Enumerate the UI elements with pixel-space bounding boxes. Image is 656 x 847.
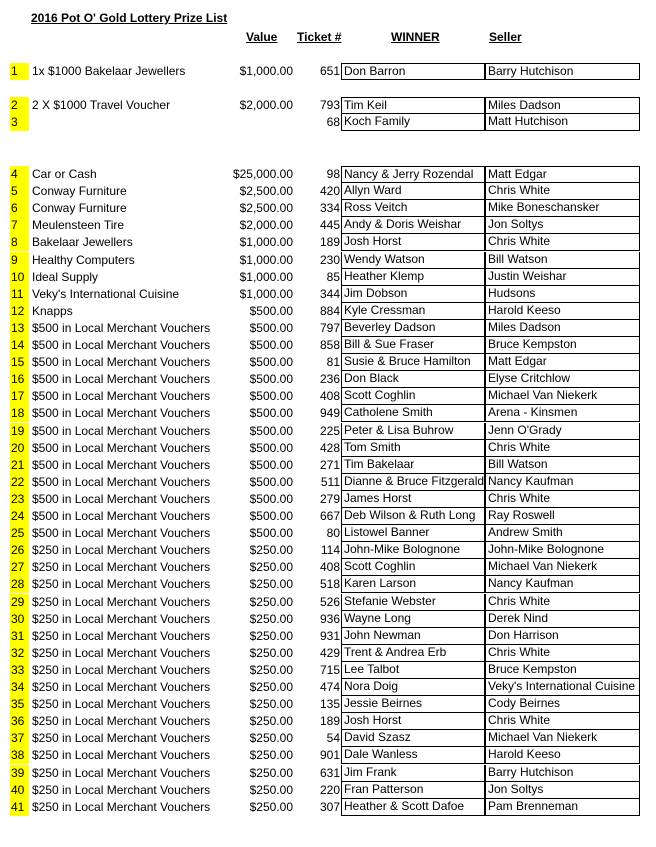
prize-number: 35 [10, 696, 29, 713]
winner-name: Stefanie Webster [341, 594, 485, 611]
winner-name: Josh Horst [341, 234, 485, 251]
ticket-number: 526 [319, 594, 340, 609]
seller-name: Jenn O'Grady [485, 423, 640, 440]
prize-number: 41 [10, 799, 29, 816]
table-row [0, 782, 656, 799]
seller-name: Don Harrison [485, 628, 640, 645]
seller-name: Barry Hutchison [485, 63, 640, 80]
seller-name: Barry Hutchison [485, 765, 640, 782]
winner-name: John Newman [341, 628, 485, 645]
seller-name: Jon Soltys [485, 782, 640, 799]
prize-name: $500 in Local Merchant Vouchers [32, 320, 211, 335]
prize-name: $500 in Local Merchant Vouchers [32, 440, 211, 455]
prize-number: 31 [10, 628, 29, 645]
ticket-number: 189 [319, 235, 340, 250]
table-row [0, 645, 656, 662]
seller-name: Elyse Critchlow [485, 371, 640, 388]
prize-number: 4 [10, 166, 29, 183]
seller-name: Chris White [485, 234, 640, 251]
prize-number: 25 [10, 525, 29, 542]
prize-name: $250 in Local Merchant Vouchers [32, 782, 211, 797]
table-row [0, 576, 656, 593]
prize-value: $500.00 [249, 423, 293, 438]
ticket-number: 189 [319, 714, 340, 729]
ticket-number: 631 [319, 765, 340, 780]
seller-name: Chris White [485, 645, 640, 662]
prize-value: $1,000.00 [239, 235, 293, 250]
ticket-number: 518 [319, 577, 340, 592]
ticket-number: 667 [319, 509, 340, 523]
prize-value: $1,000.00 [239, 252, 293, 267]
seller-name: Ray Roswell [485, 508, 640, 525]
seller-name: Michael Van Niekerk [485, 388, 640, 405]
seller-name: Jon Soltys [485, 217, 640, 234]
prize-value: $500.00 [249, 372, 293, 387]
prize-number: 39 [10, 765, 29, 782]
table-row [0, 696, 656, 713]
seller-name: Arena - Kinsmen [485, 405, 640, 422]
prize-value: $250.00 [249, 645, 293, 660]
prize-number: 23 [10, 491, 29, 508]
table-row [0, 234, 656, 251]
prize-number: 9 [10, 252, 29, 269]
prize-number: 10 [10, 269, 29, 286]
prize-name: $500 in Local Merchant Vouchers [32, 526, 211, 541]
seller-name: Bruce Kempston [485, 337, 640, 354]
prize-name: Meulensteen Tire [32, 218, 125, 233]
prize-number: 18 [10, 405, 29, 422]
prize-number: 14 [10, 337, 29, 354]
prize-name: Bakelaar Jewellers [32, 235, 133, 250]
prize-number: 33 [10, 662, 29, 679]
prize-value: $250.00 [249, 714, 293, 729]
winner-header: WINNER [391, 30, 440, 44]
prize-number: 17 [10, 388, 29, 405]
ticket-number: 651 [319, 64, 340, 78]
prize-name: $250 in Local Merchant Vouchers [32, 799, 211, 814]
prize-value: $500.00 [249, 355, 293, 370]
prize-name: Conway Furniture [32, 184, 127, 199]
prize-value: $500.00 [249, 509, 293, 523]
winner-name: Jessie Beirnes [341, 696, 485, 713]
prize-number: 12 [10, 303, 29, 320]
prize-number: 38 [10, 747, 29, 764]
winner-name: Wendy Watson [341, 252, 485, 269]
seller-name: Mike Boneschansker [485, 200, 640, 217]
prize-name: $500 in Local Merchant Vouchers [32, 338, 211, 352]
prize-value: $250.00 [249, 611, 293, 626]
seller-name: Derek Nind [485, 611, 640, 628]
winner-name: Dianne & Bruce Fitzgerald [341, 474, 485, 491]
winner-name: Don Barron [341, 63, 485, 80]
ticket-number: 236 [319, 372, 340, 387]
table-row [0, 423, 656, 440]
seller-name: Veky's International Cuisine [485, 679, 640, 696]
prize-number: 7 [10, 217, 29, 234]
page-title: 2016 Pot O' Gold Lottery Prize List [31, 11, 228, 25]
ticket-number: 420 [319, 184, 340, 199]
prize-number: 27 [10, 559, 29, 576]
table-row [0, 166, 656, 183]
winner-name: James Horst [341, 491, 485, 508]
ticket-number: 279 [319, 491, 340, 506]
winner-name: John-Mike Bolognone [341, 542, 485, 559]
ticket-number: 135 [319, 697, 340, 712]
prize-name: $250 in Local Merchant Vouchers [32, 765, 211, 780]
seller-name: Michael Van Niekerk [485, 730, 640, 747]
prize-value: $2,500.00 [239, 201, 293, 216]
winner-name: Andy & Doris Weishar [341, 217, 485, 234]
prize-value: $250.00 [249, 560, 293, 575]
table-row [0, 628, 656, 645]
prize-value: $250.00 [249, 731, 293, 746]
ticket-number: 54 [326, 731, 340, 746]
ticket-number: 114 [320, 543, 340, 558]
winner-name: Bill & Sue Fraser [341, 337, 485, 354]
table-row [0, 354, 656, 371]
prize-value: $500.00 [249, 526, 293, 541]
winner-name: Koch Family [341, 114, 485, 131]
prize-number: 6 [10, 200, 29, 217]
winner-name: Fran Patterson [341, 782, 485, 799]
ticket-number: 474 [319, 680, 340, 694]
seller-name: Harold Keeso [485, 747, 640, 764]
winner-name: Deb Wilson & Ruth Long [341, 508, 485, 525]
prize-name: Knapps [32, 303, 73, 318]
prize-name: $500 in Local Merchant Vouchers [32, 491, 211, 506]
prize-number: 22 [10, 474, 29, 491]
prize-number: 29 [10, 594, 29, 611]
winner-name: Tim Bakelaar [341, 457, 485, 474]
table-row [0, 662, 656, 679]
table-row [0, 440, 656, 457]
ticket-number: 858 [319, 338, 340, 352]
winner-name: Allyn Ward [341, 183, 485, 200]
ticket-number: 334 [319, 201, 340, 216]
prize-name: $250 in Local Merchant Vouchers [32, 697, 211, 712]
prize-value: $250.00 [249, 799, 293, 814]
ticket-number: 793 [319, 98, 340, 112]
prize-name: $500 in Local Merchant Vouchers [32, 509, 211, 523]
table-row [0, 559, 656, 576]
ticket-number: 220 [319, 782, 340, 797]
table-row [0, 594, 656, 611]
prize-value: $500.00 [249, 406, 293, 421]
prize-name: $250 in Local Merchant Vouchers [32, 560, 211, 575]
prize-name: Car or Cash [32, 167, 97, 181]
prize-value: $500.00 [249, 440, 293, 455]
prize-name: Healthy Computers [32, 252, 135, 267]
prize-name: $250 in Local Merchant Vouchers [32, 543, 211, 558]
table-row [0, 114, 656, 131]
prize-name: $250 in Local Merchant Vouchers [32, 628, 211, 643]
seller-name: Chris White [485, 594, 640, 611]
prize-value: $250.00 [249, 782, 293, 797]
ticket-number: 98 [326, 167, 340, 181]
table-row [0, 217, 656, 234]
winner-name: Scott Coghlin [341, 388, 485, 405]
table-row [0, 63, 656, 80]
winner-name: David Szasz [341, 730, 485, 747]
winner-name: Tim Keil [341, 97, 485, 114]
winner-name: Wayne Long [341, 611, 485, 628]
prize-name: Conway Furniture [32, 201, 127, 216]
prize-value: $500.00 [249, 338, 293, 352]
prize-value: $250.00 [249, 662, 293, 677]
ticket-number: 429 [319, 645, 340, 660]
winner-name: Heather & Scott Dafoe [341, 799, 485, 816]
prize-value: $250.00 [249, 577, 293, 592]
ticket-number: 408 [319, 560, 340, 575]
prize-number: 26 [10, 542, 29, 559]
table-row [0, 303, 656, 320]
prize-name: $250 in Local Merchant Vouchers [32, 680, 211, 694]
winner-name: Kyle Cressman [341, 303, 485, 320]
table-row [0, 200, 656, 217]
table-row [0, 286, 656, 303]
ticket-number: 931 [319, 628, 340, 643]
ticket-number: 225 [319, 423, 340, 438]
prize-number: 37 [10, 730, 29, 747]
winner-name: Dale Wanless [341, 747, 485, 764]
ticket-number: 936 [319, 611, 340, 626]
prize-number: 11 [10, 286, 29, 303]
seller-name: Chris White [485, 713, 640, 730]
table-row [0, 508, 656, 525]
seller-name: Chris White [485, 183, 640, 200]
prize-name: $500 in Local Merchant Vouchers [32, 355, 211, 370]
table-row [0, 713, 656, 730]
ticket-number: 715 [319, 662, 340, 677]
prize-value: $500.00 [249, 389, 293, 404]
seller-name: Bill Watson [485, 457, 640, 474]
value-header: Value [246, 30, 278, 44]
prize-name: $250 in Local Merchant Vouchers [32, 611, 211, 626]
seller-name: Justin Weishar [485, 269, 640, 286]
prize-name: 1x $1000 Bakelaar Jewellers [32, 64, 186, 78]
prize-value: $250.00 [249, 594, 293, 609]
table-row [0, 337, 656, 354]
table-row [0, 371, 656, 388]
prize-number: 16 [10, 371, 29, 388]
prize-number: 36 [10, 713, 29, 730]
seller-name: Hudsons [485, 286, 640, 303]
ticket-number: 408 [319, 389, 340, 404]
prize-value: $25,000.00 [232, 167, 293, 181]
table-row [0, 97, 656, 114]
prize-number: 5 [10, 183, 29, 200]
table-row [0, 320, 656, 337]
prize-number: 15 [10, 354, 29, 371]
prize-value: $500.00 [249, 457, 293, 472]
prize-value: $250.00 [249, 543, 293, 558]
prize-name: $250 in Local Merchant Vouchers [32, 714, 211, 729]
ticket-number: 445 [319, 218, 340, 233]
winner-name: Heather Klemp [341, 269, 485, 286]
prize-value: $500.00 [249, 474, 293, 489]
table-row [0, 269, 656, 286]
prize-name: $500 in Local Merchant Vouchers [32, 372, 211, 387]
prize-value: $1,000.00 [239, 269, 293, 284]
table-row [0, 542, 656, 559]
prize-number: 2 [10, 97, 29, 114]
prize-value: $2,000.00 [239, 218, 293, 233]
prize-value: $250.00 [249, 628, 293, 643]
winner-name: Catholene Smith [341, 405, 485, 422]
table-row [0, 525, 656, 542]
ticket-number: 81 [326, 355, 340, 370]
prize-name: $500 in Local Merchant Vouchers [32, 457, 211, 472]
prize-number: 28 [10, 576, 29, 593]
winner-name: Jim Dobson [341, 286, 485, 303]
seller-name: Miles Dadson [485, 320, 640, 337]
prize-name: $250 in Local Merchant Vouchers [32, 594, 211, 609]
prize-value: $500.00 [249, 491, 293, 506]
ticket-number: 271 [319, 457, 340, 472]
winner-name: Trent & Andrea Erb [341, 645, 485, 662]
table-row [0, 799, 656, 816]
ticket-number: 901 [319, 748, 340, 763]
prize-name: $250 in Local Merchant Vouchers [32, 645, 211, 660]
ticket-number: 949 [319, 406, 340, 421]
table-row [0, 491, 656, 508]
winner-name: Karen Larson [341, 576, 485, 593]
winner-name: Josh Horst [341, 713, 485, 730]
seller-name: John-Mike Bolognone [485, 542, 640, 559]
seller-name: Pam Brenneman [485, 799, 640, 816]
prize-name: $500 in Local Merchant Vouchers [32, 474, 211, 489]
winner-name: Don Black [341, 371, 485, 388]
table-row [0, 405, 656, 422]
prize-name: 2 X $1000 Travel Voucher [32, 98, 171, 112]
winner-name: Scott Coghlin [341, 559, 485, 576]
prize-name: Ideal Supply [32, 269, 99, 284]
winner-name: Nancy & Jerry Rozendal [341, 166, 485, 183]
ticket-number: 80 [326, 526, 340, 541]
seller-name: Bill Watson [485, 252, 640, 269]
prize-number: 21 [10, 457, 29, 474]
prize-number: 19 [10, 423, 29, 440]
prize-value: $500.00 [249, 320, 293, 335]
seller-header: Seller [489, 30, 522, 44]
prize-number: 13 [10, 320, 29, 337]
seller-name: Harold Keeso [485, 303, 640, 320]
winner-name: Listowel Banner [341, 525, 485, 542]
table-row [0, 183, 656, 200]
table-row [0, 765, 656, 782]
prize-value: $250.00 [249, 748, 293, 763]
prize-number: 24 [10, 508, 29, 525]
prize-value: $250.00 [249, 765, 293, 780]
prize-name: $500 in Local Merchant Vouchers [32, 389, 211, 404]
winner-name: Jim Frank [341, 765, 485, 782]
prize-number: 8 [10, 234, 29, 251]
seller-name: Andrew Smith [485, 525, 640, 542]
winner-name: Peter & Lisa Buhrow [341, 423, 485, 440]
table-row [0, 252, 656, 269]
prize-number: 1 [10, 63, 29, 80]
prize-number: 34 [10, 679, 29, 696]
prize-name: $500 in Local Merchant Vouchers [32, 423, 211, 438]
prize-number: 32 [10, 645, 29, 662]
seller-name: Chris White [485, 440, 640, 457]
ticket-number: 511 [320, 474, 340, 489]
prize-value: $500.00 [249, 303, 293, 318]
ticket-number: 344 [319, 286, 340, 301]
prize-number: 40 [10, 782, 29, 799]
table-row [0, 457, 656, 474]
prize-name: Veky's International Cuisine [32, 286, 180, 301]
prize-value: $250.00 [249, 680, 293, 694]
winner-name: Ross Veitch [341, 200, 485, 217]
ticket-number: 230 [319, 252, 340, 267]
prize-value: $2,500.00 [239, 184, 293, 199]
seller-name: Nancy Kaufman [485, 576, 640, 593]
prize-value: $1,000.00 [239, 64, 293, 78]
ticket-number: 428 [319, 440, 340, 455]
table-row [0, 388, 656, 405]
prize-number: 3 [10, 114, 29, 131]
table-row [0, 474, 656, 491]
ticket-number: 884 [319, 303, 340, 318]
ticket-number: 797 [319, 320, 340, 335]
winner-name: Susie & Bruce Hamilton [341, 354, 485, 371]
seller-name: Michael Van Niekerk [485, 559, 640, 576]
winner-name: Nora Doig [341, 679, 485, 696]
seller-name: Nancy Kaufman [485, 474, 640, 491]
table-row [0, 679, 656, 696]
winner-name: Tom Smith [341, 440, 485, 457]
seller-name: Matt Edgar [485, 166, 640, 183]
seller-name: Matt Hutchison [485, 114, 640, 131]
prize-name: $500 in Local Merchant Vouchers [32, 406, 211, 421]
table-row [0, 730, 656, 747]
seller-name: Miles Dadson [485, 97, 640, 114]
ticket-number: 68 [326, 115, 340, 129]
ticket-number: 85 [326, 269, 340, 284]
seller-name: Matt Edgar [485, 354, 640, 371]
seller-name: Chris White [485, 491, 640, 508]
table-row [0, 747, 656, 764]
ticket-header: Ticket # [297, 30, 342, 44]
table-row [0, 611, 656, 628]
prize-number: 20 [10, 440, 29, 457]
winner-name: Beverley Dadson [341, 320, 485, 337]
winner-name: Lee Talbot [341, 662, 485, 679]
ticket-number: 307 [319, 799, 340, 814]
prize-name: $250 in Local Merchant Vouchers [32, 748, 211, 763]
prize-number: 30 [10, 611, 29, 628]
prize-name: $250 in Local Merchant Vouchers [32, 731, 211, 746]
prize-value: $250.00 [249, 697, 293, 712]
seller-name: Cody Beirnes [485, 696, 640, 713]
prize-value: $2,000.00 [239, 98, 293, 112]
prize-name: $250 in Local Merchant Vouchers [32, 662, 211, 677]
prize-name: $250 in Local Merchant Vouchers [32, 577, 211, 592]
prize-value: $1,000.00 [239, 286, 293, 301]
seller-name: Bruce Kempston [485, 662, 640, 679]
